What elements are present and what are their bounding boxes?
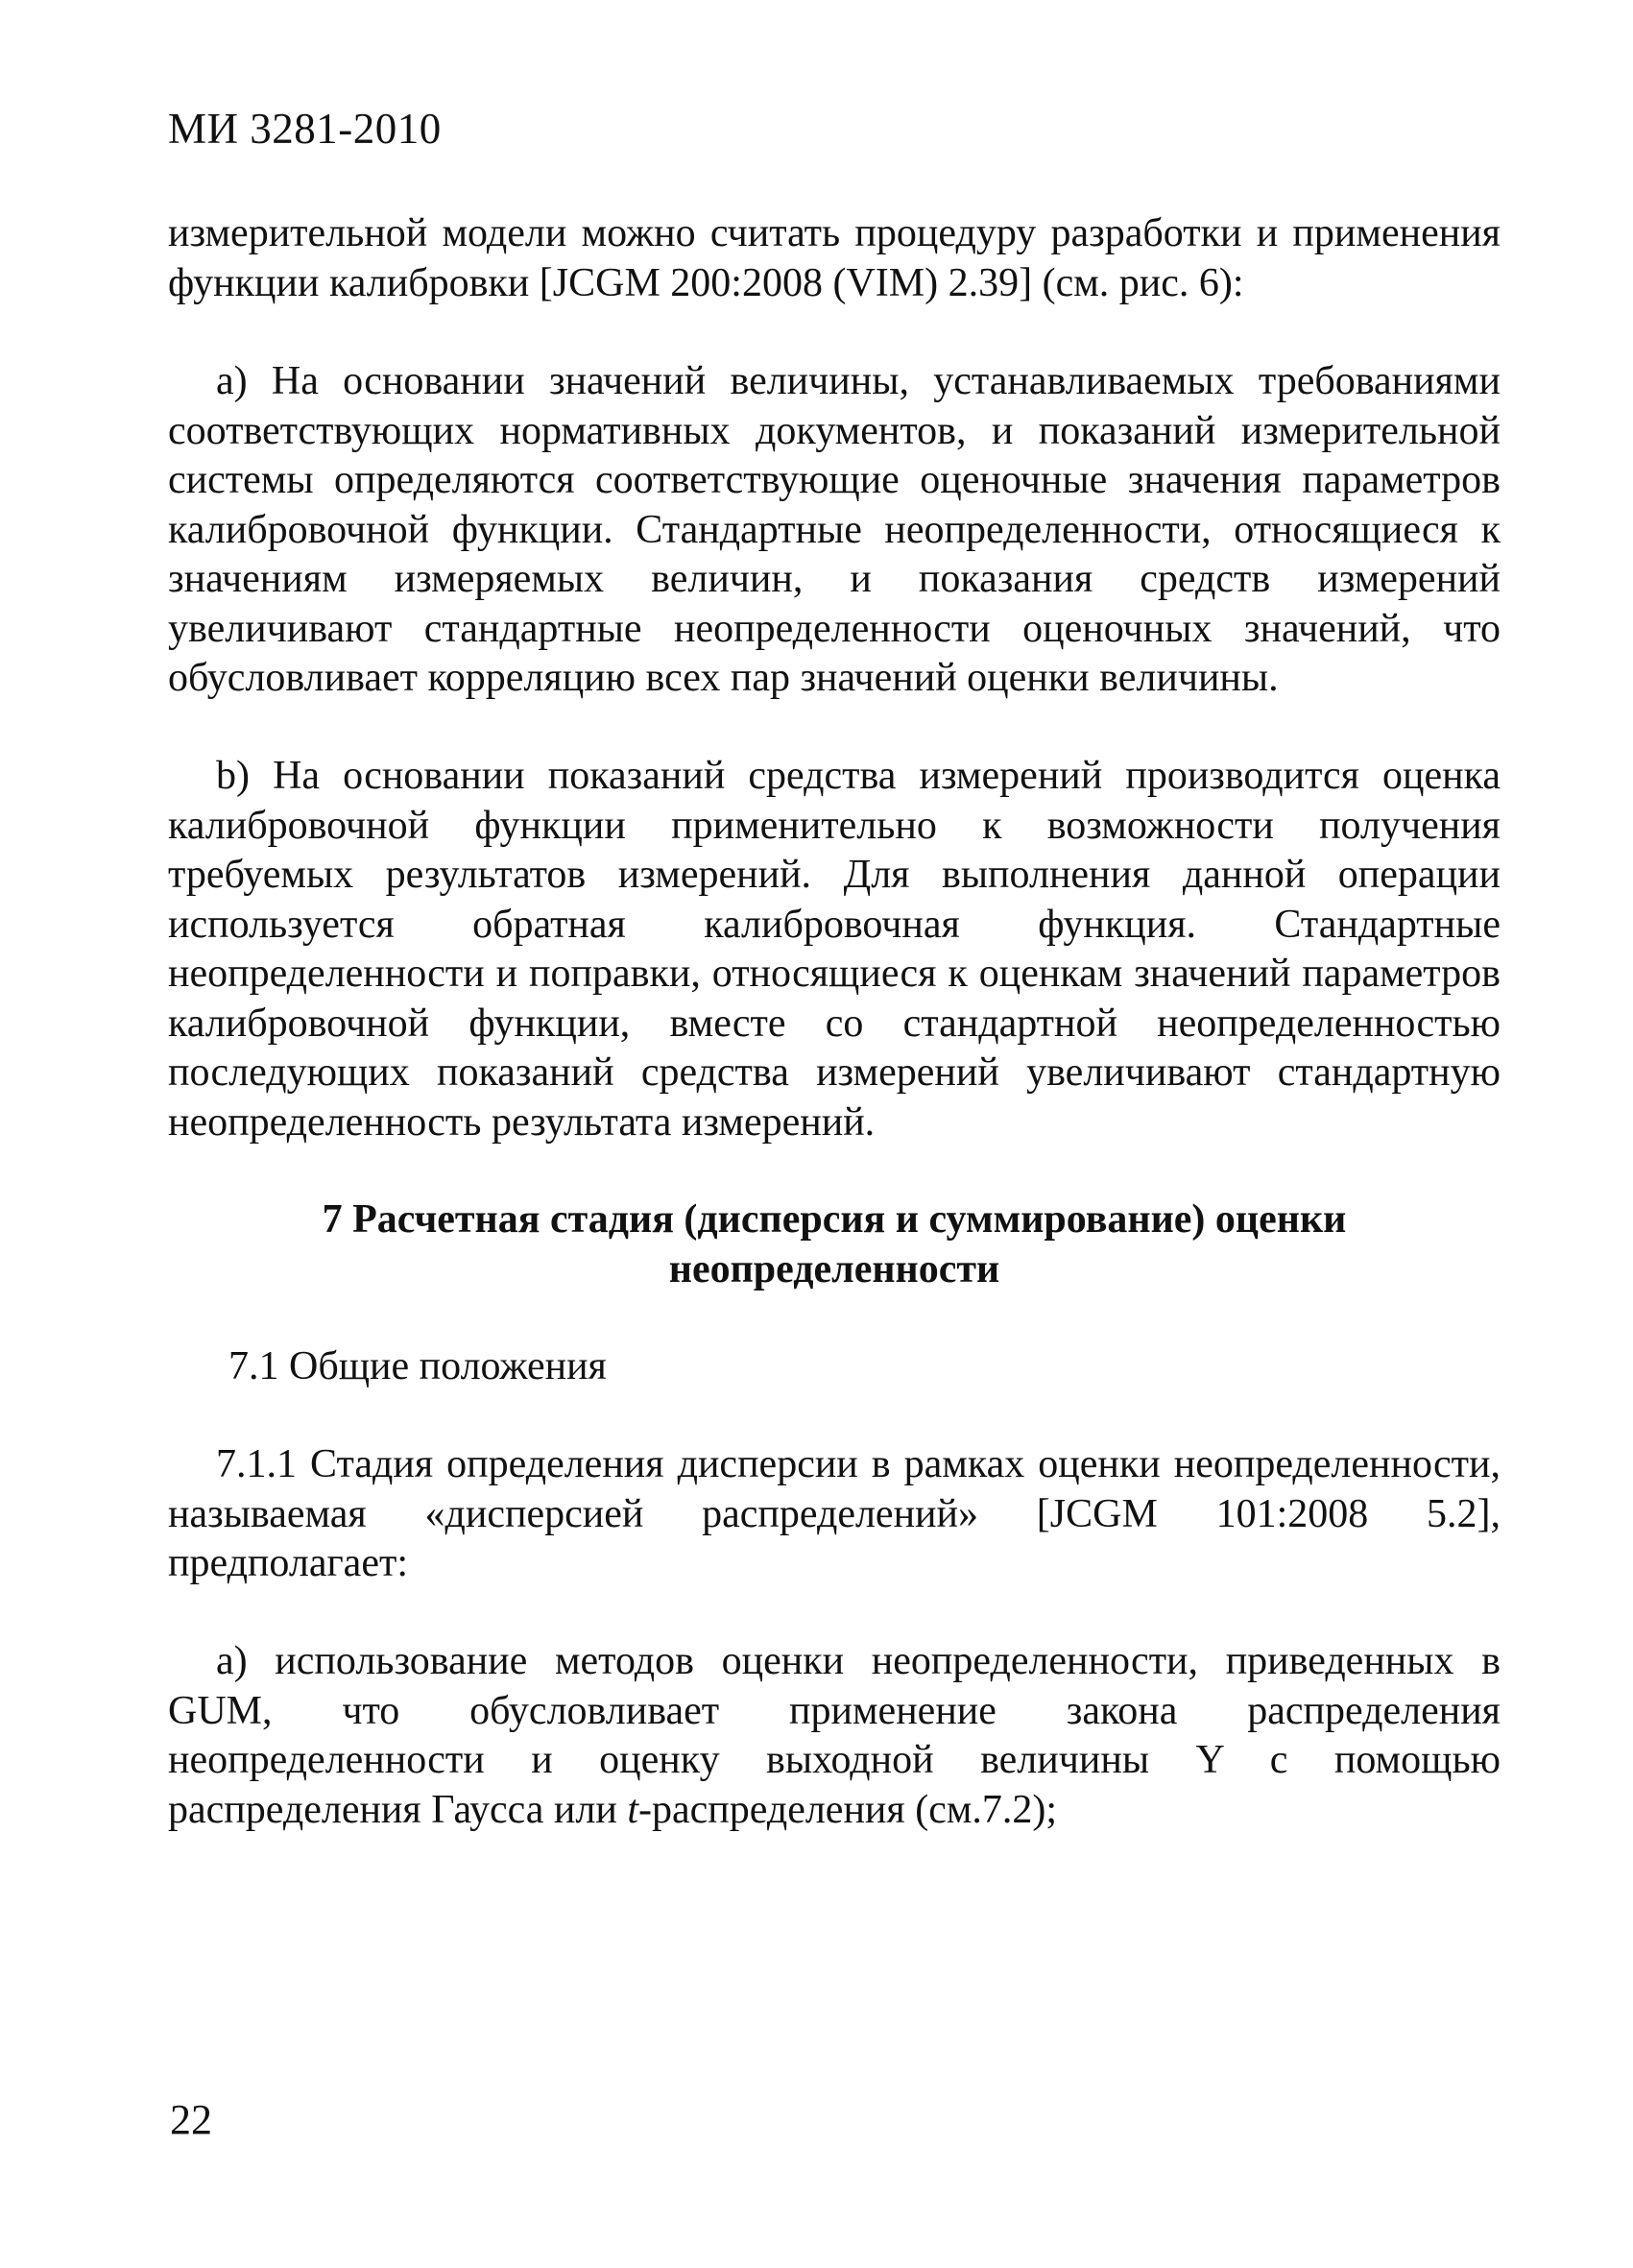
- section-heading-line-1: 7 Расчетная стадия (дисперсия и суммирование) оценки: [322, 1197, 1347, 1242]
- list-item-a: [168, 1637, 1501, 1835]
- document-code-header: МИ 3281-2010: [168, 105, 442, 153]
- section-7-heading: [168, 1194, 1501, 1294]
- list-item-a-text: а) использование методов оценки неопределенности, приведенных в GUM, что обусловливает применение закона распределения неопределенности и оценку выходной величины Y с помощью распределения Гаусса или: [168, 1639, 1501, 1832]
- list-item-a-text-end: -распределения (см.7.2);: [638, 1787, 1058, 1832]
- paragraph-item-b: b) На основании показаний средства измерений производится оценка калибровочной функции применительно к возможности получения требуемых результатов измерений. Для выполнения данной операции используется обратная калибровочная функция. Стандартные неопределенности и поправки, относящиеся к оценкам значений параметров калибровочной функции, вместе со стандартной неопределенностью последующих показаний средства измерений увеличивают стандартную неопределенность результата измерений.: [168, 754, 1501, 1145]
- page-number: 22: [170, 2096, 212, 2143]
- paragraph-item-a: а) На основании значений величины, устанавливаемых требованиями соответствующих нормативных документов, и показаний измерительной системы определяются соответствующие оценочные значения параметров калибровочной функции. Стандартные неопределенности, относящиеся к значениям измеряемых величин, и показания средств измерений увеличивают стандартные неопределенности оценочных значений, что обусловливает корреляцию всех пар значений оценки величины.: [168, 359, 1501, 700]
- subsection-7-1-heading: 7.1 Общие положения: [228, 1344, 607, 1388]
- section-heading-line-2: неопределенности: [668, 1247, 1000, 1291]
- clause-7-1-1: 7.1.1 Стадия определения дисперсии в рамках оценки неопределенности, называемая «дисперсией распределений» [JCGM 101:2008 5.2], предполагает:: [168, 1442, 1501, 1585]
- list-item-a-t-symbol: t: [627, 1787, 638, 1832]
- paragraph-intro: измерительной модели можно считать процедуру разработки и применения функции калибровки [JCGM 200:2008 (VIM) 2.39] (см. рис. 6):: [168, 211, 1501, 305]
